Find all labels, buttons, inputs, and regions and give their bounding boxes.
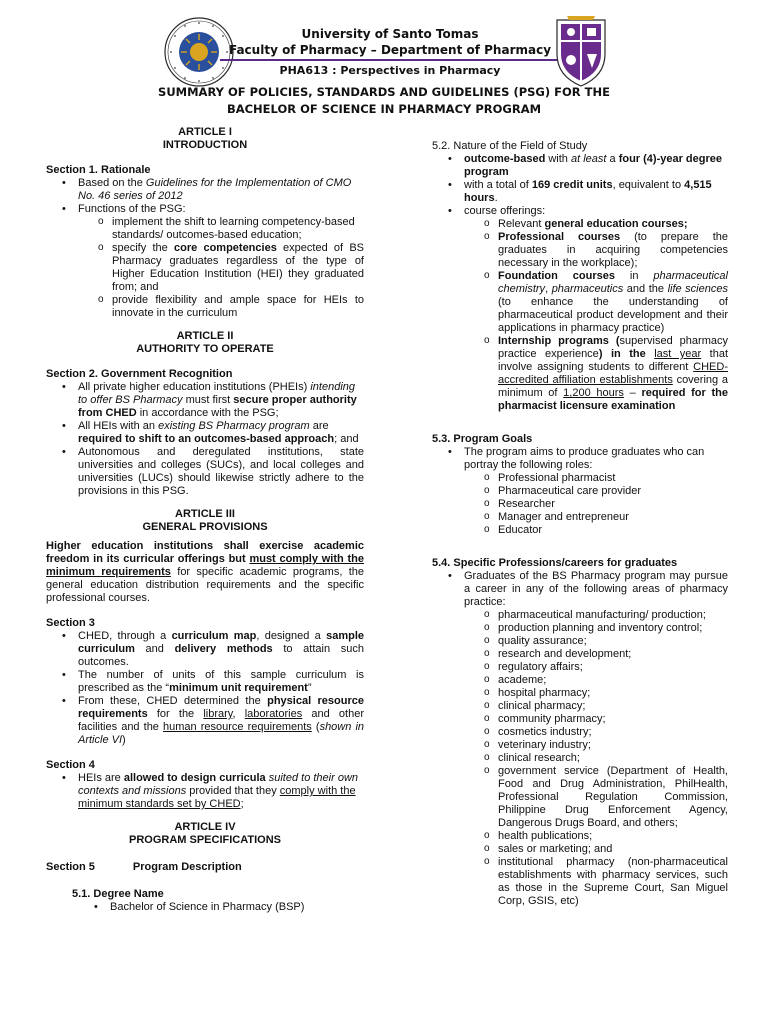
text-bold: physical resource requirements [78,695,364,720]
text-bold: outcome-based [464,153,546,165]
list-item [444,153,728,179]
text: ) [122,734,126,746]
text-bold: 4,515 hours [464,179,712,204]
section-1-list [46,177,364,320]
article-4-heading [46,821,364,847]
list-item [58,630,364,669]
role-item: o Pharmaceutical care provider [484,485,728,498]
text-bold: Foundation courses [498,270,615,282]
text-bold: four (4)-year degree program [464,153,722,178]
title-line-2: BACHELOR OF SCIENCE IN PHARMACY PROGRAM [226,102,542,116]
sub-list-item: o implement the shift to learning competency-based standards/ outcomes-based education; [98,216,364,242]
nature-list [432,153,728,413]
role-item: o Researcher [484,498,728,511]
text-bold: sample curriculum [78,630,364,655]
article-title: AUTHORITY TO OPERATE [136,343,274,355]
career-item: o health publications; [484,830,728,843]
text: , equivalent to [612,179,685,191]
text-underline: comply with the minimum standards set by CHED [78,785,356,810]
career-item: o institutional pharmacy (non-pharmaceutical establishments with pharmacy services, such as those in the Supreme Court, San Miguel Corp, GSIS, etc) [484,856,728,908]
text: ” [307,682,312,694]
section-2-list [46,381,364,498]
text-underline: 1,200 hours [563,387,624,399]
general-provisions-paragraph [46,540,364,605]
course-offerings-list [464,218,728,413]
article-3-heading [46,508,364,534]
faculty-shield-icon [553,14,609,88]
text: in accordance with the PSG; [136,407,279,419]
career-item: o pharmaceutical manufacturing/ production; [484,609,728,622]
sub-list-item [484,270,728,335]
article-title: PROGRAM SPECIFICATIONS [129,834,281,846]
list-item [58,177,364,203]
list-item [58,420,364,446]
text: From these, CHED determined the [78,695,268,707]
text-bold: delivery methods [174,643,273,655]
university-name: University of Santo Tomas [301,27,479,41]
article-title: INTRODUCTION [162,139,248,151]
text-bold: required to shift to an outcomes-based approach [78,433,335,445]
text: CHED, through a [78,630,172,642]
text-underline: last year [654,348,702,360]
text-bold: core competencies [173,242,277,254]
article-number: ARTICLE III [175,508,235,520]
article-title: GENERAL PROVISIONS [142,521,268,533]
text: , [232,708,245,720]
list-item [444,446,728,537]
text: (to enhance the understanding of pharmaceutical product development and their applications in pharmacy practice) [498,296,728,334]
text: – [623,387,642,399]
text-bold: secure proper authority from CHED [78,394,357,419]
text-underline: library [203,708,233,720]
text: to attain such outcomes. [78,643,364,668]
text: with [545,153,571,165]
career-item: o production planning and inventory control; [484,622,728,635]
title-line-1: SUMMARY OF POLICIES, STANDARDS AND GUIDELINES (PSG) FOR THE [158,85,610,99]
text: expected of BS Pharmacy graduates regardless of the type of Higher Education Institution (HEI) they graduated from; and [112,242,364,293]
subsection-5-1-heading: 5.1. Degree Name [72,888,164,900]
document-title [120,84,648,118]
career-item: o clinical pharmacy; [484,700,728,713]
list-item [58,695,364,747]
text: HEIs are [78,772,124,784]
section-5-heading [46,861,364,874]
career-item: o hospital pharmacy; [484,687,728,700]
subsection-5-2-heading: 5.2. Nature of the Field of Study [432,140,588,152]
text-italic: existing BS Pharmacy program [158,420,310,432]
text: in [614,270,654,282]
subsection-5-3-heading: 5.3. Program Goals [432,433,533,445]
career-item: o sales or marketing; and [484,843,728,856]
career-item: o academe; [484,674,728,687]
text-bold: Internship programs ( [498,335,620,347]
text-bold: 169 credit units [531,179,613,191]
text: ; [240,798,244,810]
list-item [58,772,364,811]
text: are [309,420,329,432]
section-1-heading: Section 1. Rationale [46,164,151,176]
text-underline: CHED-accredited affiliation establishments [498,361,728,386]
text: The program aims to produce graduates who can portray the following roles: [464,446,705,471]
section-3-heading: Section 3 [46,617,95,629]
text: covering a minimum of [498,374,729,399]
text-bold: general education courses; [544,218,688,230]
list-item [444,570,728,908]
subsection-5-4-heading: 5.4. Specific Professions/careers for graduates [432,557,678,569]
text: Based on the [78,177,146,189]
list-item: • Bachelor of Science in Pharmacy (BSP) [90,901,364,914]
sub-list-item [484,231,728,270]
section-title: Program Description [132,861,242,873]
text-italic: pharmaceutics [551,283,624,295]
article-2-heading [46,330,364,356]
section-4-list [46,772,364,811]
program-goals-list [432,446,728,537]
text-underline: laboratories [244,708,303,720]
text-bold: minimum unit requirement [169,682,308,694]
section-number: Section 5 [46,861,95,873]
text-italic: at least [570,153,607,165]
text-italic: pharmaceutical chemistry [498,270,728,295]
text: Relevant [498,218,545,230]
role-item: o Professional pharmacist [484,472,728,485]
text: provided that they [186,785,280,797]
faculty-name: Faculty of Pharmacy – Department of Pharmacy [220,42,560,61]
text: supervised pharmacy practice experience [498,335,728,360]
career-item: o government service (Department of Health, Food and Drug Administration, PhilHealth, Professional Regulation Commission, Philippine Drug Enforcement Agency, Dangerous Drugs Board, and others; [484,765,728,830]
sub-list-item [484,335,728,413]
article-number: ARTICLE I [178,126,232,138]
document-header [0,14,768,78]
role-item: o Educator [484,524,728,537]
sub-list-item [484,218,728,231]
text: with a total of [464,179,532,191]
left-column [46,126,364,914]
list-item [58,669,364,695]
text: course offerings: [464,205,546,217]
text: ; and [334,433,359,445]
section-3-list [46,630,364,747]
career-item: o quality assurance; [484,635,728,648]
list-item [444,179,728,205]
text: All HEIs with an [78,420,159,432]
text-italic: suited to their own contexts and missions [78,772,359,797]
text: specify the [112,242,174,254]
text-bold: required for the pharmacist licensure examination [498,387,728,412]
text-bold: curriculum map [171,630,257,642]
text: that involve assigning students to different [498,348,729,373]
sub-list-item: o provide flexibility and ample space for HEIs to innovate in the curriculum [98,294,364,320]
roles-list [464,472,728,537]
text-bold: allowed to design curricula [123,772,266,784]
right-column [432,140,728,908]
text-italic: Guidelines for the Implementation of CMO No. 46 series of 2012 [78,177,352,202]
text: The number of units of this sample curriculum is prescribed as the “ [78,669,364,694]
text-bold: ) in the [598,348,655,360]
text: , designed a [256,630,327,642]
text-bold-underline: must comply with the minimum requirements [46,553,364,578]
list-item [58,381,364,420]
section-2-heading: Section 2. Government Recognition [46,368,233,380]
text: must first [182,394,234,406]
text-italic: shown in Article VI [78,721,364,746]
text: (to prepare the graduates in acquiring competencies necessary in the workplace); [498,231,728,269]
career-item: o research and development; [484,648,728,661]
careers-sub-list [464,609,728,908]
role-item: o Manager and entrepreneur [484,511,728,524]
careers-list [432,570,728,908]
list-item [58,203,364,320]
sub-list [78,216,364,320]
text-bold: Professional courses [498,231,621,243]
degree-name-list [78,901,364,914]
list-item [444,205,728,413]
career-item: o community pharmacy; [484,713,728,726]
list-item: • Autonomous and deregulated institutions, state universities and colleges (SUCs), and local colleges and universities (LUCs) should likewise strictly adhere to the provisions in this PSG. [58,446,364,498]
text: Graduates of the BS Pharmacy program may pursue a career in any of the following areas of pharmacy practice: [464,570,728,608]
text: . [494,192,498,204]
text-italic: life sciences [667,283,728,295]
text-underline: human resource requirements [163,721,312,733]
career-item: o regulatory affairs; [484,661,728,674]
article-number: ARTICLE II [176,330,234,342]
career-item: o clinical research; [484,752,728,765]
text: and [134,643,175,655]
article-number: ARTICLE IV [174,821,236,833]
text: Functions of the PSG: [78,203,186,215]
text: and other facilities and the [78,708,364,733]
career-item: o veterinary industry; [484,739,728,752]
text: ( [311,721,320,733]
article-1-heading [46,126,364,152]
text: , [545,283,552,295]
header-text [220,26,560,79]
text: a [606,153,619,165]
section-4-heading: Section 4 [46,759,95,771]
text: All private higher education institutions (PHEIs) [78,381,311,393]
text-bold: Higher education institutions shall exercise academic freedom in its curricular offerings but [46,540,364,565]
career-item: o cosmetics industry; [484,726,728,739]
course-name: PHA613 : Perspectives in Pharmacy [279,64,501,77]
text: for the [147,708,204,720]
text-italic: intending to offer BS Pharmacy [78,381,355,406]
sub-list-item [98,242,364,294]
text: for specific academic programs, the general education distribution requirements and the specific professional courses. [46,566,364,604]
text: and the [623,283,668,295]
